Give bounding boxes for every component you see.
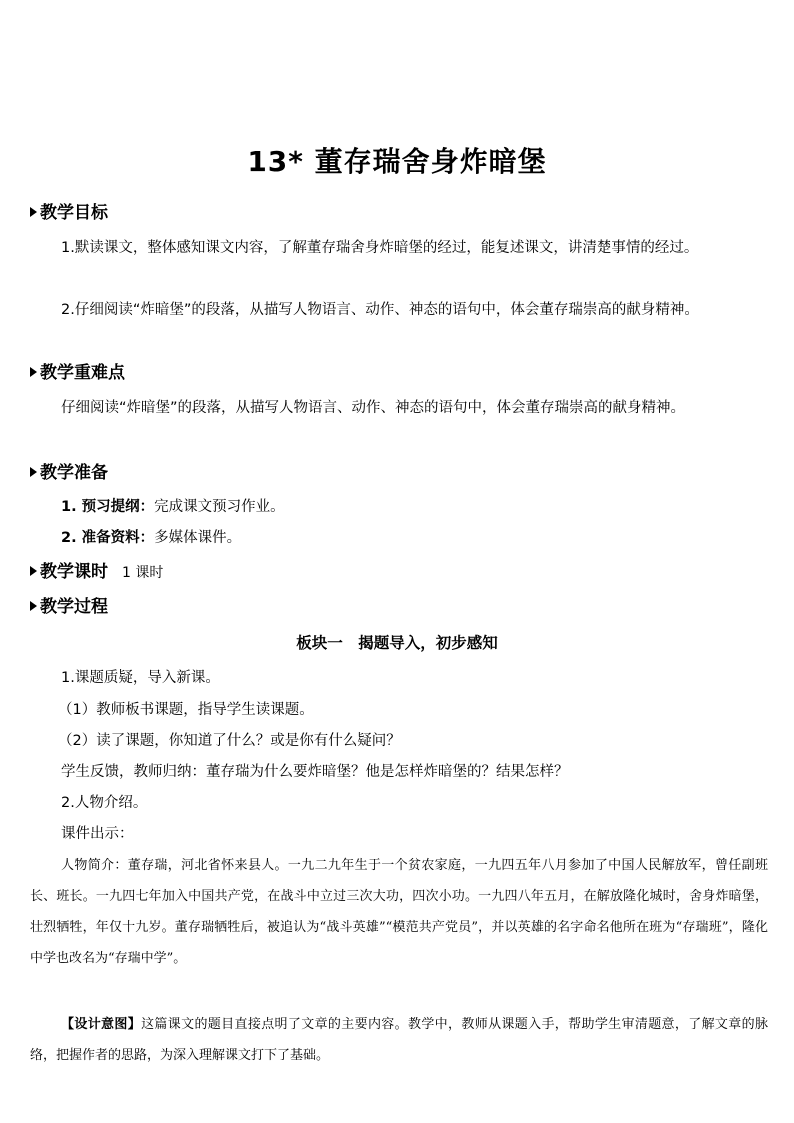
- design-intent-paragraph: 【设计意图】这篇课文的题目直接点明了文章的主要内容。教学中，教师从课题入手，帮助学生审清题意，了解文章的脉络，把握作者的思路，为深入理解课文打下了基础。: [30, 1017, 768, 1063]
- goals-paragraph-2: 2.仔细阅读“炸暗堡”的段落，从描写人物语言、动作、神态的语句中，体会董存瑞崇高的献身精神。: [61, 302, 699, 318]
- preparation-item-1: 1. 预习提纲：完成课文预习作业。: [61, 499, 285, 515]
- design-intent-label: 【设计意图】: [61, 1017, 142, 1032]
- section-heading-goals: 教学目标: [30, 200, 108, 226]
- process-line-4: 学生反馈，教师归纳：董存瑞为什么要炸暗堡？他是怎样炸暗堡的？结果怎样？: [61, 764, 569, 780]
- process-line-1: 1.课题质疑，导入新课。: [61, 670, 220, 686]
- triangle-bullet-icon: [30, 467, 37, 477]
- character-bio-paragraph: 人物简介：董存瑞，河北省怀来县人。一九二九年生于一个贫农家庭，一九四五年八月参加了中国人民解放军，曾任副班长、班长。一九四七年加入中国共产党，在战斗中立过三次大功，四次小功。一九四八年五月，在解放隆化城时，舍身炸暗堡，壮烈牺牲，年仅十九岁。董存瑞牺牲后，被追认为“战斗英雄”“模范共产党员”，并以英雄的名字命名他所在班为“存瑞班”，隆化中学也改名为“存瑞中学”。: [30, 858, 768, 966]
- section-heading-preparation: 教学准备: [30, 460, 108, 486]
- section-heading-key-points: 教学重难点: [30, 360, 125, 386]
- page-title: 13* 董存瑞舍身炸暗堡: [247, 145, 547, 178]
- preparation-item-2: 2. 准备资料：多媒体课件。: [61, 530, 242, 546]
- triangle-bullet-icon: [30, 601, 37, 611]
- hours-value: 1 课时: [122, 565, 164, 581]
- section-heading-process: 教学过程: [30, 594, 108, 620]
- process-line-5: 2.人物介绍。: [61, 795, 148, 811]
- section-heading-hours: 教学课时 1 课时: [30, 559, 163, 586]
- goals-paragraph-1: 1.默读课文，整体感知课文内容，了解董存瑞舍身炸暗堡的经过，能复述课文，讲清楚事情的经过。: [61, 240, 699, 256]
- process-line-6: 课件出示：: [61, 826, 134, 842]
- process-line-3: （2）读了课题，你知道了什么？或是你有什么疑问？: [58, 733, 401, 749]
- triangle-bullet-icon: [30, 207, 37, 217]
- process-line-2: （1）教师板书课题，指导学生读课题。: [58, 702, 314, 718]
- triangle-bullet-icon: [30, 566, 37, 576]
- triangle-bullet-icon: [30, 367, 37, 377]
- key-points-paragraph: 仔细阅读“炸暗堡”的段落，从描写人物语言、动作、神态的语句中，体会董存瑞崇高的献身精神。: [61, 400, 686, 416]
- block-title: 板块一 揭题导入，初步感知: [296, 634, 498, 652]
